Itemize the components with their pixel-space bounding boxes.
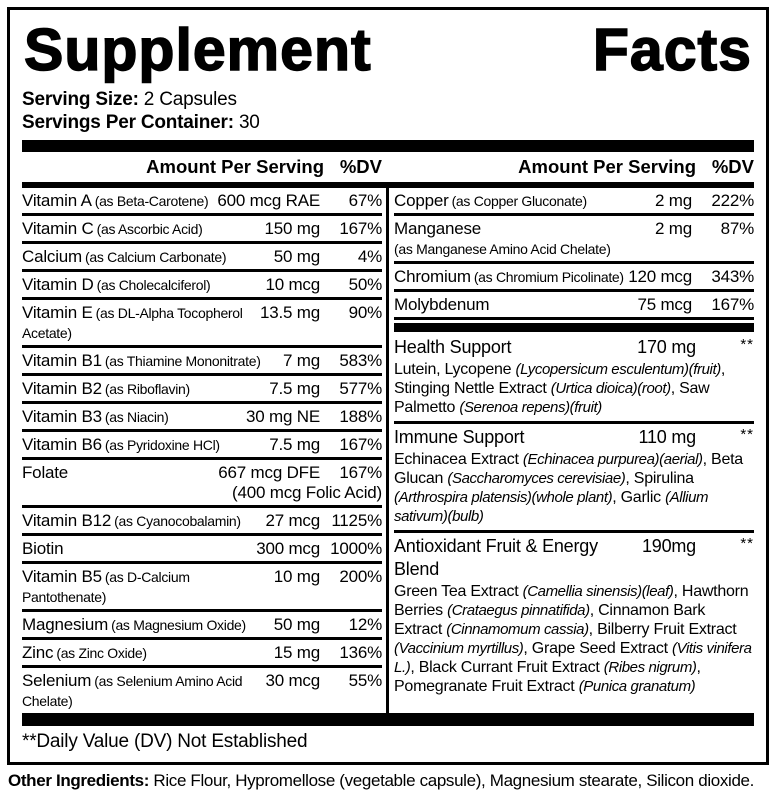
ingredient-text: , Cinnamon Bark Extract (394, 602, 706, 639)
nutrient-dv: 577% (339, 379, 382, 399)
nutrient-columns (22, 188, 754, 713)
nutrient-amount: 300 mcg (256, 539, 320, 559)
nutrient-dv: 200% (339, 567, 382, 587)
nutrient-row (22, 612, 382, 640)
serving-size-value: 2 Capsules (138, 89, 237, 111)
nutrient-dv: 583% (339, 351, 382, 371)
servings-per-container-label: Servings Per Container: (22, 112, 234, 134)
blend-details (394, 449, 754, 526)
nutrient-name-cell (22, 539, 256, 559)
nutrient-name-cell (22, 303, 260, 343)
nutrient-name-cell (394, 191, 655, 211)
nutrient-name: Vitamin B5 (22, 567, 102, 587)
nutrient-name-cell (394, 219, 655, 259)
blend-name: Antioxidant Fruit & Energy Blend (394, 536, 598, 580)
left-column-header (22, 156, 382, 182)
title-word: Facts (592, 17, 752, 83)
botanical-name: (Camellia sinensis)(leaf) (522, 583, 674, 601)
nutrient-dv: 222% (711, 191, 754, 211)
nutrient-form: (as Selenium Amino Acid Chelate) (22, 673, 243, 710)
nutrient-amount: 2 mg (655, 191, 692, 211)
nutrient-name-cell (22, 407, 246, 427)
nutrient-row (22, 432, 382, 460)
nutrient-form: (as Niacin) (104, 409, 169, 426)
nutrient-amount: 7.5 mg (269, 435, 320, 455)
blend-header (394, 336, 754, 359)
nutrient-form: (as Zinc Oxide) (56, 645, 147, 662)
ingredient-text: , Hawthorn Berries (394, 583, 749, 620)
botanical-name: (Arthrospira platensis)(whole plant) (394, 489, 613, 507)
nutrient-amount: 10 mg (273, 567, 320, 587)
nutrient-dv: 167% (339, 463, 382, 483)
nutrient-form: (as DL-Alpha Tocopherol Acetate) (22, 305, 243, 342)
ingredient-text: , Beta Glucan (394, 451, 743, 488)
nutrient-name: Magnesium (22, 615, 109, 635)
nutrient-dv: 12% (348, 615, 382, 635)
daily-value-footnote: **Daily Value (DV) Not Established (22, 731, 308, 753)
nutrient-name-cell (394, 267, 628, 287)
nutrient-table-left (22, 188, 382, 713)
nutrient-dv: 343% (711, 267, 754, 287)
nutrient-name-cell (394, 295, 637, 315)
nutrient-name: Calcium (22, 247, 83, 267)
nutrient-row (22, 536, 382, 564)
blend-dv-asterisks: ** (740, 336, 754, 354)
nutrient-name-cell (22, 567, 274, 607)
nutrient-name: Vitamin B1 (22, 351, 102, 371)
nutrient-name-cell (22, 247, 274, 267)
nutrient-amount: 10 mcg (265, 275, 320, 295)
nutrient-form: (as D-Calcium Pantothenate) (22, 569, 190, 606)
nutrient-row (394, 264, 754, 292)
nutrient-row (22, 244, 382, 272)
nutrient-amount: 75 mcg (637, 295, 692, 315)
ingredient-text: , Black Currant Fruit Extract (410, 659, 604, 677)
blend-section (394, 334, 754, 424)
other-ingredients-label: Other Ingredients: (8, 771, 150, 791)
nutrient-row (22, 188, 382, 216)
nutrient-name-cell (22, 191, 217, 211)
botanical-name: (Punica granatum) (578, 678, 696, 696)
nutrient-name: Vitamin D (22, 275, 94, 295)
nutrient-dv: 167% (711, 295, 754, 315)
nutrient-form: (as Manganese Amino Acid Chelate) (394, 241, 611, 258)
nutrient-name: Vitamin B2 (22, 379, 102, 399)
blend-amount: 170 mg (637, 337, 696, 358)
blend-amount: 110 mg (638, 427, 696, 448)
nutrient-amount: 150 mg (264, 219, 320, 239)
nutrient-name-cell (22, 275, 265, 295)
blend-details (394, 359, 754, 417)
nutrient-dv: 67% (348, 191, 382, 211)
nutrient-name: Vitamin B6 (22, 435, 102, 455)
dv-header: %DV (711, 156, 754, 178)
other-ingredients-text: Rice Flour, Hypromellose (vegetable capsule), Magnesium stearate, Silicon dioxide. (149, 771, 755, 791)
nutrient-dv: 55% (348, 671, 382, 691)
nutrient-name: Zinc (22, 643, 54, 663)
blend-name: Immune Support (394, 427, 525, 448)
nutrient-row (22, 508, 382, 536)
ingredient-text: Green Tea Extract (394, 583, 523, 601)
ingredient-text: Lutein, Lycopene (394, 361, 516, 379)
blend-header (394, 535, 754, 581)
nutrient-name: Copper (394, 191, 449, 211)
nutrient-form: (as Magnesium Oxide) (111, 617, 246, 634)
nutrient-row (22, 376, 382, 404)
amount-per-serving-header: Amount Per Serving (146, 156, 324, 178)
ingredient-text: , Stinging Nettle Extract (394, 361, 726, 398)
nutrient-row (394, 188, 754, 216)
nutrient-row (22, 348, 382, 376)
nutrient-name: Vitamin E (22, 303, 93, 323)
nutrient-dv: 87% (720, 219, 754, 239)
nutrient-dv: 1125% (331, 511, 382, 531)
nutrient-name-cell (22, 435, 269, 455)
nutrient-amount: 15 mg (273, 643, 320, 663)
nutrient-name-cell (22, 511, 265, 531)
nutrient-name-cell (22, 671, 265, 711)
page-title (24, 17, 752, 83)
botanical-name: (Serenoa repens)(fruit) (459, 399, 602, 417)
nutrient-amount: 30 mcg (265, 671, 320, 691)
column-divider (386, 188, 389, 713)
nutrient-name: Folate (22, 463, 69, 483)
nutrient-amount: 7.5 mg (269, 379, 320, 399)
serving-size-label: Serving Size: (22, 89, 139, 111)
nutrient-row (394, 292, 754, 320)
nutrient-amount: 30 mg NE (246, 407, 320, 427)
column-headers (22, 156, 754, 182)
nutrient-amount: 50 mg (273, 615, 320, 635)
nutrient-name-cell (22, 219, 264, 239)
nutrient-amount: 667 mcg DFE (218, 463, 320, 483)
nutrient-name-cell (22, 379, 269, 399)
nutrient-row (22, 668, 382, 713)
nutrient-name: Molybdenum (394, 295, 490, 315)
nutrient-amount: 600 mcg RAE (217, 191, 320, 211)
title-word: Supplement (24, 17, 372, 83)
supplement-facts-panel (7, 7, 769, 765)
nutrient-dv: 90% (348, 303, 382, 323)
blend-dv-asterisks: ** (740, 426, 754, 444)
dv-header: %DV (339, 156, 382, 178)
botanical-name: (Lycopersicum esculentum)(fruit) (515, 361, 721, 379)
nutrient-name: Vitamin A (22, 191, 92, 211)
nutrient-name-cell (22, 615, 274, 635)
nutrient-form: (as Ascorbic Acid) (96, 221, 203, 238)
nutrient-form: (as Thiamine Mononitrate) (104, 353, 261, 370)
serving-size-line (22, 88, 754, 111)
nutrient-amount-secondary: (400 mcg Folic Acid) (232, 483, 382, 503)
nutrient-name-cell (22, 643, 274, 663)
nutrient-row (22, 564, 382, 612)
botanical-name: (Ribes nigrum) (603, 659, 697, 677)
amount-per-serving-header: Amount Per Serving (518, 156, 696, 178)
nutrient-form: (as Cyanocobalamin) (114, 513, 241, 530)
right-column-header (394, 156, 754, 182)
ingredient-text: , Grape Seed Extract (523, 640, 673, 658)
nutrient-amount: 120 mcg (628, 267, 692, 287)
nutrient-name: Vitamin B12 (22, 511, 112, 531)
blend-dv-asterisks: ** (740, 535, 754, 553)
ingredient-text: , Pomegranate Fruit Extract (394, 659, 701, 696)
ingredient-text: , Garlic (612, 489, 666, 507)
nutrient-amount: 50 mg (273, 247, 320, 267)
servings-per-container-line (22, 111, 754, 134)
nutrient-name: Chromium (394, 267, 471, 287)
nutrient-name: Selenium (22, 671, 92, 691)
nutrient-form: (as Chromium Picolinate) (473, 269, 624, 286)
botanical-name: (Crataegus pinnatifida) (447, 602, 590, 620)
nutrient-form: (as Calcium Carbonate) (85, 249, 227, 266)
blend-amount: 190mg (641, 536, 696, 557)
nutrient-form: (as Cholecalciferol) (96, 277, 211, 294)
blend-section (394, 424, 754, 533)
nutrient-form: (as Pyridoxine HCl) (104, 437, 220, 454)
nutrient-form: (as Riboflavin) (104, 381, 190, 398)
nutrient-dv: 50% (348, 275, 382, 295)
nutrient-name-cell (22, 351, 283, 371)
nutrient-name: Biotin (22, 539, 64, 559)
servings-per-container-value: 30 (233, 112, 260, 134)
botanical-name: (Allium sativum)(bulb) (394, 489, 709, 526)
nutrient-name: Vitamin B3 (22, 407, 102, 427)
nutrient-row (22, 460, 382, 508)
nutrient-amount: 2 mg (655, 219, 692, 239)
botanical-name: (Cinnamomum cassia) (446, 621, 589, 639)
ingredient-text: , Spirulina (625, 470, 694, 488)
botanical-name: (Echinacea purpurea)(aerial) (522, 451, 703, 469)
ingredient-text: Echinacea Extract (394, 451, 523, 469)
nutrient-amount: 27 mcg (265, 511, 320, 531)
nutrient-dv: 188% (339, 407, 382, 427)
nutrient-amount-block (218, 463, 382, 503)
blend-name: Health Support (394, 337, 512, 358)
blend-section (394, 533, 754, 700)
nutrient-amount: 13.5 mg (259, 303, 320, 323)
nutrient-name: Vitamin C (22, 219, 94, 239)
nutrient-form: (as Copper Gluconate) (451, 193, 587, 210)
nutrient-row (394, 216, 754, 264)
nutrient-name-cell (22, 463, 218, 483)
nutrient-table-right (394, 188, 754, 713)
nutrient-amount: 7 mg (283, 351, 320, 371)
nutrient-dv: 167% (339, 219, 382, 239)
blend-details (394, 581, 754, 696)
nutrient-row (22, 272, 382, 300)
botanical-name: (Saccharomyces cerevisiae) (447, 470, 626, 488)
ingredient-text: , Bilberry Fruit Extract (588, 621, 737, 639)
top-divider-bar (22, 140, 754, 152)
nutrient-dv: 4% (357, 247, 382, 267)
nutrient-row (22, 404, 382, 432)
botanical-name: (Vitis vinifera L.) (394, 640, 752, 677)
nutrient-row (22, 216, 382, 244)
nutrient-name: Manganese (394, 219, 482, 239)
ingredient-text: , Saw Palmetto (394, 380, 710, 417)
nutrient-form: (as Beta-Carotene) (94, 193, 209, 210)
botanical-name: (Urtica dioica)(root) (550, 380, 671, 398)
nutrient-row (22, 640, 382, 668)
nutrient-dv: 1000% (330, 539, 382, 559)
blend-divider-bar (394, 323, 754, 332)
nutrient-dv: 167% (339, 435, 382, 455)
nutrient-dv: 136% (339, 643, 382, 663)
botanical-name: (Vaccinium myrtillus) (394, 640, 524, 658)
blend-header (394, 426, 754, 449)
other-ingredients (8, 771, 774, 791)
footer-divider-bar (22, 713, 754, 726)
nutrient-row (22, 300, 382, 348)
